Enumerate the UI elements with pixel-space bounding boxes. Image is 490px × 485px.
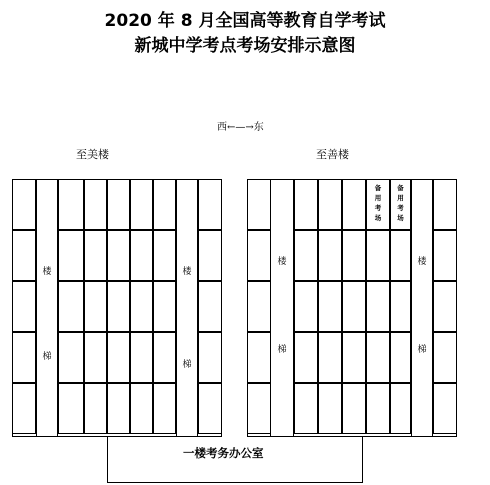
stairs-left-west-char-2: 梯 [42,352,52,362]
stairs-right-west-char-2: 梯 [277,345,287,355]
building-label-left: 至美楼 [76,148,109,161]
right-building-outline [247,179,457,437]
left-building-outline [12,179,222,437]
stairs-left-east-char-1: 楼 [182,267,192,277]
stairs-right-west-char-1: 楼 [277,257,287,267]
direction-indicator: 西←—→东 [217,122,264,133]
stairs-right-east-char-1: 楼 [417,257,427,267]
stairs-left-west-char-1: 楼 [42,267,52,277]
right-reserve-room: 备 用 考 场 [366,179,390,230]
stairs-left-east-char-2: 梯 [182,360,192,370]
right-reserve-room: 备 用 考 场 [390,179,411,230]
exam-office-label: 一楼考务办公室 [183,446,264,460]
title-line1: 2020 年 8 月全国高等教育自学考试 [104,11,386,31]
stairs-right-east-char-2: 梯 [417,345,427,355]
title-line2: 新城中学考点考场安排示意图 [134,36,356,56]
building-label-right: 至善楼 [316,148,349,161]
